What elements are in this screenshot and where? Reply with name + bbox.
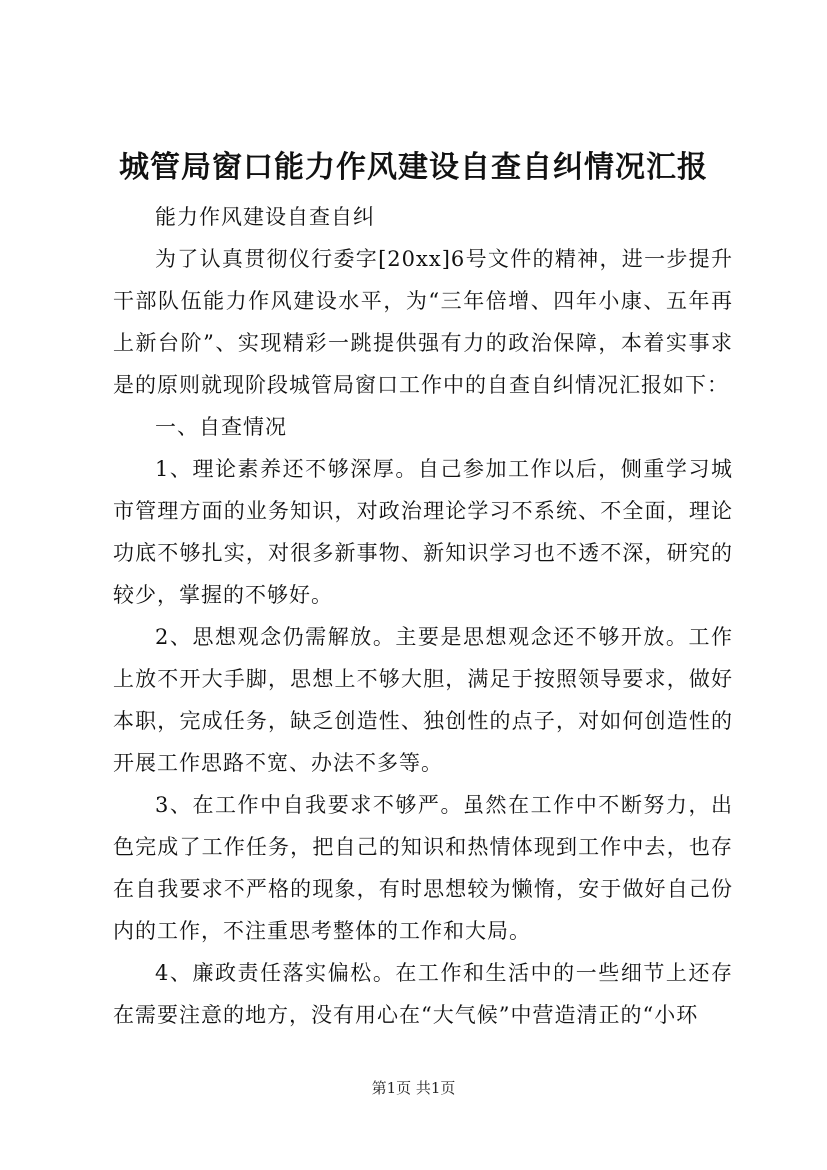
page-number-footer: 第1页 共1页 (371, 1079, 456, 1097)
item-paragraph-4: 4、廉政责任落实偏松。在工作和生活中的一些细节上还存在需要注意的地方，没有用心在“大气候”中营造清正的“小环 (113, 961, 733, 1027)
intro-paragraph: 为了认真贯彻仪行委字[20xx]6号文件的精神，进一步提升干部队伍能力作风建设水平，为“三年倍增、四年小康、五年再上新台阶”、实现精彩一跳提供强有力的政治保障，本着实事求是的原则就现阶段城管局窗口工作中的自查自纠情况汇报如下： (113, 247, 733, 397)
subtitle-paragraph: 能力作风建设自查自纠 (155, 205, 375, 229)
section-heading: 一、自查情况 (155, 415, 287, 439)
document-body (113, 196, 733, 1036)
document-title: 城管局窗口能力作风建设自查自纠情况汇报 (119, 150, 708, 185)
item-paragraph-2: 2、思想观念仍需解放。主要是思想观念还不够开放。工作上放不开大手脚，思想上不够大胆，满足于按照领导要求，做好本职，完成任务，缺乏创造性、独创性的点子，对如何创造性的开展工作思路不宽、办法不多等。 (113, 625, 733, 775)
item-paragraph-3: 3、在工作中自我要求不够严。虽然在工作中不断努力，出色完成了工作任务，把自己的知识和热情体现到工作中去，也存在自我要求不严格的现象，有时思想较为懒惰，安于做好自己份内的工作，不注重思考整体的工作和大局。 (113, 793, 733, 943)
item-paragraph-1: 1、理论素养还不够深厚。自己参加工作以后，侧重学习城市管理方面的业务知识，对政治理论学习不系统、不全面，理论功底不够扎实，对很多新事物、新知识学习也不透不深，研究的较少，掌握的不够好。 (113, 457, 733, 607)
